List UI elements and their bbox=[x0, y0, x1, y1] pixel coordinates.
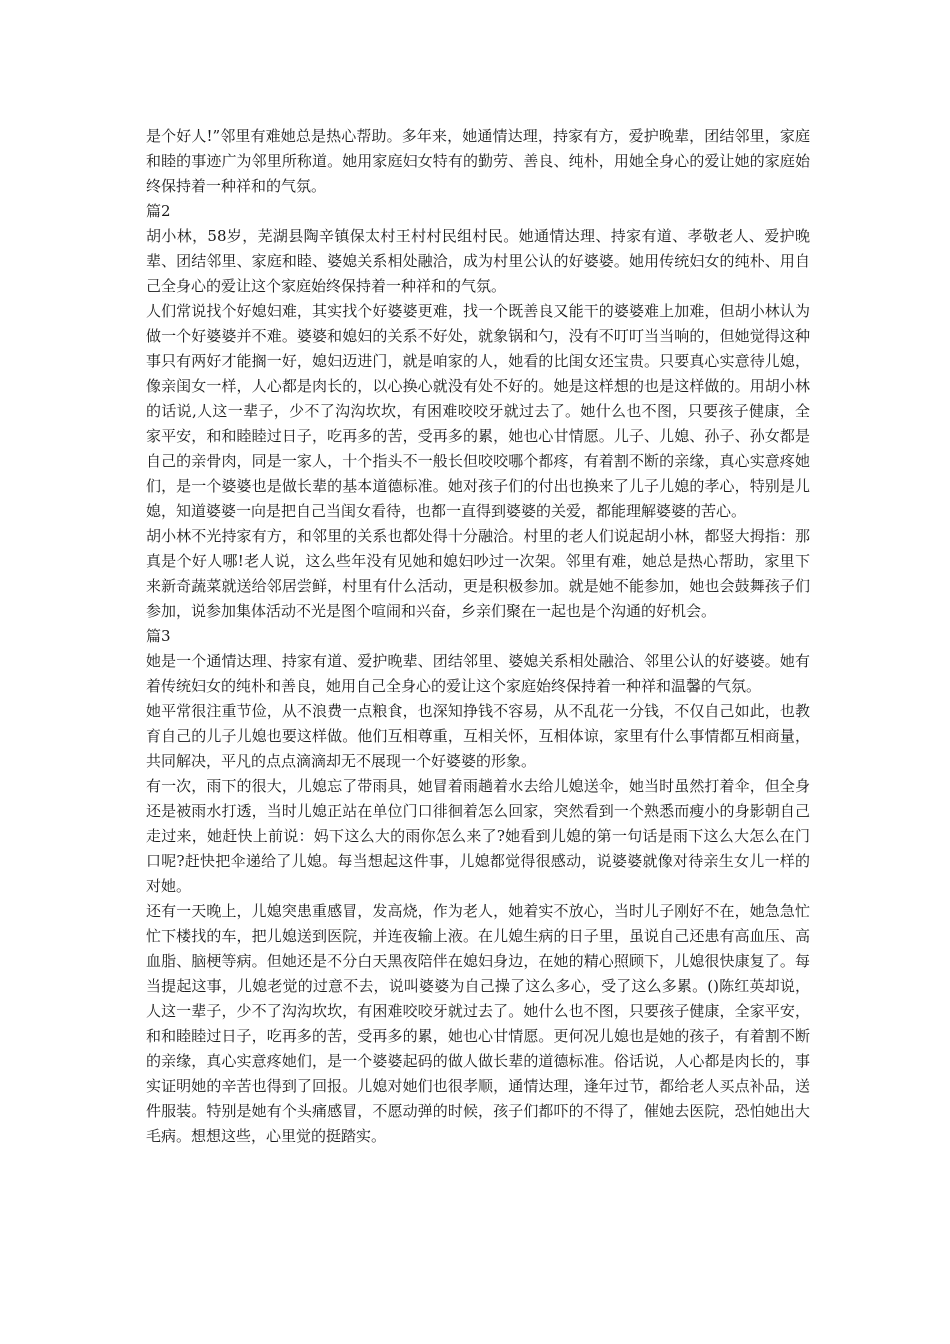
paragraph-8: 还有一天晚上，儿媳突患重感冒，发高烧，作为老人，她着实不放心，当时儿子刚好不在，她急急忙忙下楼找的车，把儿媳送到医院，并连夜输上液。在儿媳生病的日子里，虽说自己还患有高血压、高血脂、脑梗等病。但她还是不分白天黑夜陪伴在媳妇身边，在她的精心照顾下，儿媳很快康复了。每当提起这事，儿媳老觉的过意不去，说叫婆婆为自己操了这么多心，受了这么多累。()陈红英却说，人这一辈子，少不了沟沟坎坎，有困难咬咬牙就过去了。她什么也不图，只要孩子健康，全家平安，和和睦睦过日子，吃再多的苦，受再多的累，她也心甘情愿。更何况儿媳也是她的孩子，有着割不断的亲缘，真心实意疼她们，是一个婆婆起码的做人做长辈的道德标准。俗话说，人心都是肉长的，事实证明她的辛苦也得到了回报。儿媳对她们也很孝顺，通情达理，逢年过节，都给老人买点补品，送件服装。特别是她有个头痛感冒，不愿动弹的时候，孩子们都吓的不得了，催她去医院，恐怕她出大毛病。想想这些，心里觉的挺踏实。 bbox=[146, 902, 810, 1145]
paragraph-2: 胡小林，58岁，芜湖县陶辛镇保太村王村村民组村民。她通情达理、持家有道、孝敬老人、爱护晚辈、团结邻里、家庭和睦、婆媳关系相处融洽，成为村里公认的好婆婆。她用传统妇女的纯朴、用自己全身心的爱让这个家庭始终保持着一种祥和的气氛。 bbox=[146, 227, 810, 295]
section-heading-2: 篇2 bbox=[146, 202, 171, 220]
paragraph-5: 她是一个通情达理、持家有道、爱护晚辈、团结邻里、婆媳关系相处融洽、邻里公认的好婆婆。她有着传统妇女的纯朴和善良，她用自己全身心的爱让这个家庭始终保持着一种祥和温馨的气氛。 bbox=[146, 652, 810, 695]
paragraph-3: 人们常说找个好媳妇难，其实找个好婆婆更难，找一个既善良又能干的婆婆难上加难，但胡小林认为做一个好婆婆并不难。婆婆和媳妇的关系不好处，就象锅和勺，没有不叮叮当当响的，但她觉得这种事只有两好才能搁一好，媳妇迈进门，就是咱家的人，她看的比闺女还宝贵。只要真心实意待儿媳，像亲闺女一样，人心都是肉长的，以心换心就没有处不好的。她是这样想的也是这样做的。用胡小林的话说,人这一辈子，少不了沟沟坎坎，有困难咬咬牙就过去了。她什么也不图，只要孩子健康，全家平安，和和睦睦过日子，吃再多的苦，受再多的累，她也心甘情愿。儿子、儿媳、孙子、孙女都是自己的亲骨肉，同是一家人，十个指头不一般长但咬咬哪个都疼，有着割不断的亲缘，真心实意疼她们，是一个婆婆也是做长辈的基本道德标准。她对孩子们的付出也换来了儿子儿媳的孝心，特别是儿媳，知道婆婆一向是把自己当闺女看待，也都一直得到婆婆的关爱，都能理解婆婆的苦心。 bbox=[146, 302, 810, 520]
paragraph-1: 是个好人!”邻里有难她总是热心帮助。多年来，她通情达理，持家有方，爱护晚辈，团结邻里，家庭和睦的事迹广为邻里所称道。她用家庭妇女特有的勤劳、善良、纯朴，用她全身心的爱让她的家庭始终保持着一种祥和的气氛。 bbox=[146, 127, 810, 195]
paragraph-4: 胡小林不光持家有方，和邻里的关系也都处得十分融洽。村里的老人们说起胡小林，都竖大拇指：那真是个好人哪!老人说，这么些年没有见她和媳妇吵过一次架。邻里有难，她总是热心帮助，家里下来新奇蔬菜就送给邻居尝鲜，村里有什么活动，更是积极参加。就是她不能参加，她也会鼓舞孩子们参加，说参加集体活动不光是图个喧闹和兴奋，乡亲们聚在一起也是个沟通的好机会。 bbox=[146, 527, 810, 620]
paragraph-7: 有一次，雨下的很大，儿媳忘了带雨具，她冒着雨趟着水去给儿媳送伞，她当时虽然打着伞，但全身还是被雨水打透，当时儿媳正站在单位门口徘徊着怎么回家，突然看到一个熟悉而瘦小的身影朝自己走过来，她赶快上前说：妈下这么大的雨你怎么来了?她看到儿媳的第一句话是雨下这么大怎么在门口呢?赶快把伞递给了儿媳。每当想起这件事，儿媳都觉得很感动，说婆婆就像对待亲生女儿一样的对她。 bbox=[146, 777, 810, 895]
paragraph-6: 她平常很注重节俭，从不浪费一点粮食，也深知挣钱不容易，从不乱花一分钱，不仅自己如此，也教育自己的儿子儿媳也要这样做。他们互相尊重，互相关怀，互相体谅，家里有什么事情都互相商量，共同解决，平凡的点点滴滴却无不展现一个好婆婆的形象。 bbox=[146, 702, 810, 770]
document-body bbox=[146, 124, 810, 1149]
section-heading-3: 篇3 bbox=[146, 627, 171, 645]
